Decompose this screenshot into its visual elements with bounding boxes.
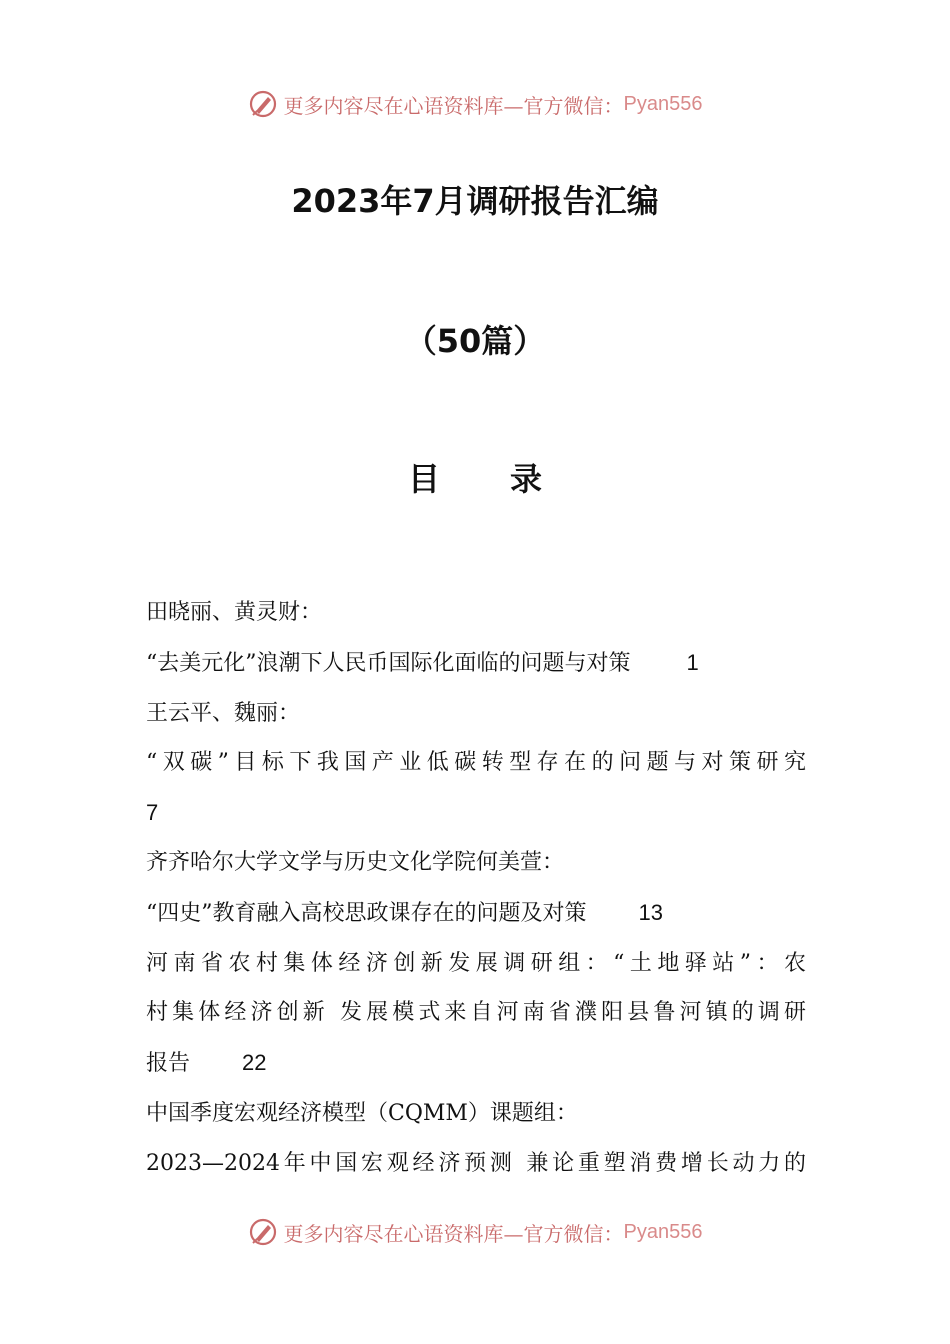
toc-page-number: 13 <box>638 899 663 925</box>
toc-page-number: 7 <box>146 800 159 826</box>
watermark-id: Pyan556 <box>623 92 703 115</box>
watermark-text: 更多内容尽在心语资料库—官方微信： <box>283 1221 624 1246</box>
toc-title-line[interactable]: 河南省农村集体经济创新发展调研组：“土地驿站”：农 <box>146 950 806 976</box>
toc-title-line: 报告 <box>146 1051 191 1077</box>
document-count: （50篇） <box>404 322 546 360</box>
toc-author: 中国季度宏观经济模型（CQMM）课题组： <box>146 1100 578 1126</box>
toc-title[interactable]: 2023—2024年中国宏观经济预测 兼论重塑消费增长动力的 <box>146 1150 806 1176</box>
toc-title: “去美元化”浪潮下人民币国际化面临的问题与对策 <box>146 650 631 676</box>
toc-author: 田晓丽、黄灵财： <box>146 600 323 625</box>
watermark-bottom <box>0 1212 950 1252</box>
toc-page-number: 22 <box>242 1050 267 1076</box>
watermark-id: Pyan556 <box>623 1220 703 1243</box>
toc-page-number: 1 <box>686 649 699 675</box>
toc-author: 齐齐哈尔大学文学与历史文化学院何美萱： <box>146 849 565 875</box>
toc-entry[interactable] <box>146 638 806 689</box>
toc-title[interactable]: “双碳”目标下我国产业低碳转型存在的问题与对策研究 <box>146 750 806 776</box>
toc-title: “四史”教育融入高校思政课存在的问题及对策 <box>146 900 587 926</box>
pen-circle-logo-icon <box>248 89 278 119</box>
table-of-contents <box>146 588 806 1189</box>
toc-heading: 目录 <box>407 460 612 498</box>
toc-title-line[interactable]: 村集体经济创新 发展模式来自河南省濮阳县鲁河镇的调研 <box>146 1000 806 1026</box>
document-title: 2023年7月调研报告汇编 <box>291 182 659 220</box>
watermark-top <box>0 84 950 124</box>
pen-circle-logo-icon <box>248 1217 278 1247</box>
toc-entry[interactable] <box>146 1038 806 1089</box>
toc-author: 王云平、魏丽： <box>146 700 301 726</box>
watermark-text: 更多内容尽在心语资料库—官方微信： <box>283 93 624 118</box>
toc-entry[interactable] <box>146 888 806 939</box>
